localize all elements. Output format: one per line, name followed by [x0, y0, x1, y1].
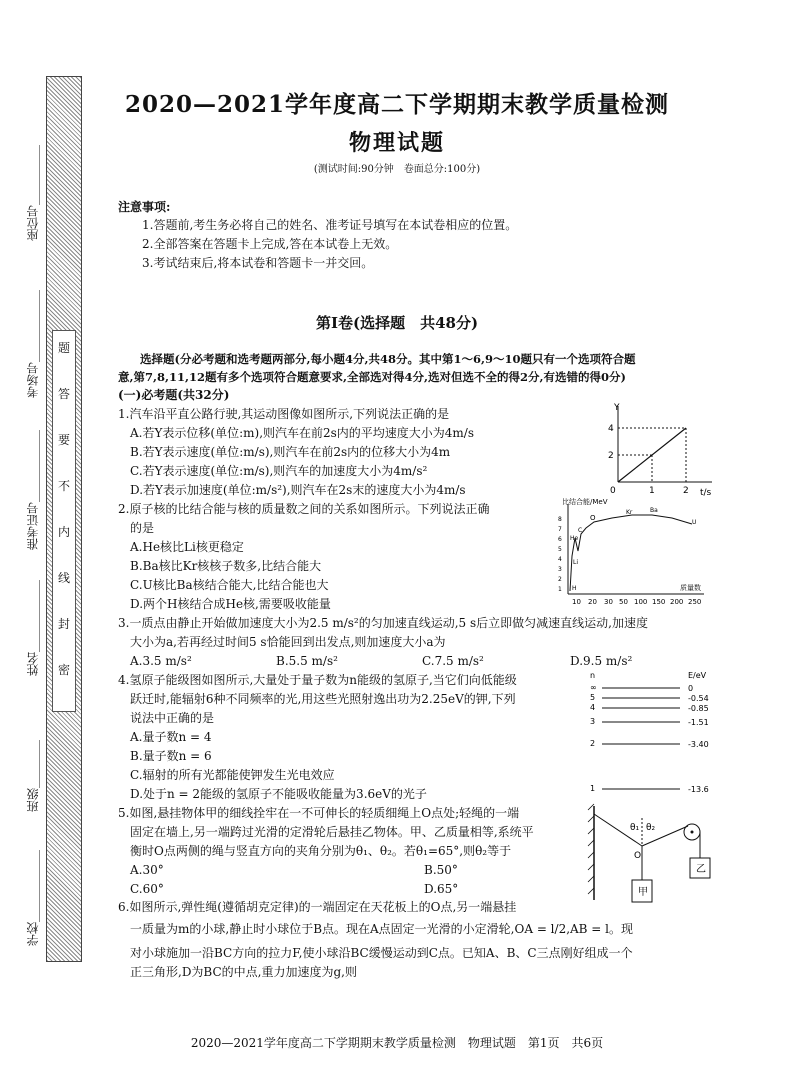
q5-stem: 5.如图,悬挂物体甲的细线拴牢在一不可伸长的轻质细绳上O点处;轻绳的一端: [118, 806, 520, 820]
seal-char: 题: [57, 341, 70, 355]
e-header: E/eV: [688, 671, 707, 680]
y-tick: 4: [558, 556, 562, 563]
exam-meta: (测试时间:90分钟 卷面总分:100分): [313, 164, 481, 175]
name-field[interactable]: 姓名____________: [26, 580, 40, 676]
level-e: 0: [688, 684, 694, 693]
y-tick: 2: [608, 451, 614, 461]
nuclide-label: Kr: [626, 509, 633, 516]
nuclide-label: Li: [573, 559, 579, 566]
q3-option-d[interactable]: D.9.5 m/s²: [570, 654, 633, 668]
room-field[interactable]: 考场号____________: [26, 290, 40, 398]
nuclide-label: U: [692, 519, 697, 526]
q2-option-d[interactable]: D.两个H核结合成He核,需要吸收能量: [130, 597, 331, 611]
y-tick: 5: [558, 546, 562, 553]
object-yi-label: 乙: [696, 864, 706, 875]
level-e: -3.40: [688, 740, 709, 749]
school-field[interactable]: 学校____________: [26, 850, 40, 946]
q3-option-b[interactable]: B.5.5 m/s²: [276, 654, 338, 668]
section-title: 第Ⅰ卷(选择题 共48分): [315, 314, 479, 332]
nuclide-label: Ba: [650, 507, 658, 514]
q1-option-c[interactable]: C.若Y表示速度(单位:m/s),则汽车的加速度大小为4m/s²: [130, 464, 428, 478]
q5-option-c[interactable]: C.60°: [130, 882, 164, 896]
q5-pulley-diagram: [584, 800, 720, 910]
q4-energy-level-diagram: [584, 666, 724, 800]
y-tick: 1: [558, 586, 562, 593]
q2-graph: [552, 496, 712, 612]
y-tick: 4: [608, 424, 614, 434]
q3-stem: 3.一质点由静止开始做加速度大小为2.5 m/s²的匀加速直线运动,5 s后立即做匀减速直线运动,加速度: [118, 616, 648, 630]
q5-option-a[interactable]: A.30°: [130, 863, 164, 877]
x-tick: 200: [670, 598, 684, 606]
nuclide-label: He: [570, 535, 579, 542]
x-tick: 20: [588, 598, 597, 606]
point-o-label: O: [634, 851, 642, 861]
q6-stem-cont: 正三角形,D为BC的中点,重力加速度为g,则: [130, 965, 357, 979]
q4-option-c[interactable]: C.辐射的所有光都能使钾发生光电效应: [130, 768, 335, 782]
seal-char: 线: [57, 571, 70, 585]
q1-option-d[interactable]: D.若Y表示加速度(单位:m/s²),则汽车在2s末的速度大小为4m/s: [130, 483, 466, 497]
x-tick: 50: [619, 598, 628, 606]
q1-graph: [600, 400, 720, 500]
q2-option-a[interactable]: A.He核比Li核更稳定: [130, 540, 244, 554]
q1-stem: 1.汽车沿平直公路行驶,其运动图像如图所示,下列说法正确的是: [118, 407, 450, 421]
y-tick: 2: [558, 576, 562, 583]
level-n: ∞: [590, 683, 597, 692]
level-n: 5: [590, 693, 596, 702]
level-n: 2: [590, 739, 596, 748]
section-intro: 意,第7,8,11,12题有多个选项符合题意要求,全部选对得4分,选对但选不全的得2分,有选错的得0分): [118, 370, 626, 384]
level-e: -13.6: [688, 785, 709, 794]
nuclide-label: O: [590, 514, 596, 522]
level-n: 3: [590, 717, 596, 726]
x-tick: 30: [604, 598, 613, 606]
subject-title: 物理试题: [348, 130, 445, 156]
q4-stem: 4.氢原子能级图如图所示,大量处于量子数为n能级的氢原子,当它们向低能级: [118, 673, 517, 687]
class-field[interactable]: 班级________: [26, 740, 40, 812]
q2-stem: 2.原子核的比结合能与核的质量数之间的关系如图所示。下列说法正确: [118, 502, 490, 516]
exam-id-field[interactable]: 准考证号____________: [26, 430, 40, 550]
q4-option-b[interactable]: B.量子数n = 6: [130, 749, 212, 763]
nuclide-label: C: [578, 527, 583, 534]
q3-option-a[interactable]: A.3.5 m/s²: [130, 654, 192, 668]
seal-char: 密: [57, 663, 70, 677]
q3-stem-cont: 大小为a,若再经过时间5 s恰能回到出发点,则加速度大小a为: [130, 635, 446, 649]
q5-option-d[interactable]: D.65°: [424, 882, 459, 896]
seal-char: 要: [57, 433, 70, 447]
y-tick: 3: [558, 566, 562, 573]
q4-option-d[interactable]: D.处于n = 2能级的氢原子不能吸收能量为3.6eV的光子: [130, 787, 427, 801]
y-tick: 7: [558, 526, 562, 533]
x-tick: 0: [610, 486, 616, 496]
q2-option-b[interactable]: B.Ba核比Kr核核子数多,比结合能大: [130, 559, 322, 573]
q6-stem-cont: 对小球施加一沿BC方向的拉力F,使小球沿BC缓慢运动到C点。已知A、B、C三点刚好组成一个: [130, 946, 633, 960]
q2-stem-cont: 的是: [130, 521, 155, 535]
seal-char: 不: [57, 479, 70, 493]
y-tick: 8: [558, 516, 562, 523]
object-jia-label: 甲: [638, 887, 648, 898]
x-tick: 250: [688, 598, 702, 606]
y-axis-label: Y: [614, 403, 620, 413]
x-tick: 100: [634, 598, 648, 606]
level-n: 1: [590, 784, 596, 793]
theta1-label: θ₁: [630, 823, 640, 833]
q6-stem-cont: 一质量为m的小球,静止时小球位于B点。现在A点固定一光滑的小定滑轮,OA = l/2,AB = l。现: [130, 922, 634, 936]
q4-option-a[interactable]: A.量子数n = 4: [130, 730, 212, 744]
notice-item: 3.考试结束后,将本试卷和答题卡一并交回。: [142, 256, 374, 270]
notice-item: 1.答题前,考生务必将自己的姓名、准考证号填写在本试卷相应的位置。: [142, 218, 518, 232]
x-tick: 10: [572, 598, 581, 606]
nuclide-label: H: [572, 585, 577, 592]
q5-stem-cont: 衡时O点两侧的绳与竖直方向的夹角分别为θ₁、θ₂。若θ₁=65°,则θ₂等于: [130, 844, 512, 858]
seal-char: 内: [57, 525, 70, 539]
level-n: 4: [590, 703, 596, 712]
q1-option-b[interactable]: B.若Y表示速度(单位:m/s),则汽车在前2s内的位移大小为4m: [130, 445, 451, 459]
x-tick: 2: [683, 486, 689, 496]
level-e: -0.85: [688, 704, 709, 713]
q4-stem-cont: 说法中正确的是: [130, 711, 215, 725]
page-footer: 2020—2021学年度高二下学期期末教学质量检测 物理试题 第1页 共6页: [190, 1036, 604, 1050]
q3-option-c[interactable]: C.7.5 m/s²: [422, 654, 484, 668]
y-tick: 6: [558, 536, 562, 543]
q6-stem: 6.如图所示,弹性绳(遵循胡克定律)的一端固定在天花板上的O点,另一端悬挂: [118, 900, 517, 914]
theta2-label: θ₂: [646, 823, 656, 833]
notice-heading: 注意事项:: [118, 200, 171, 214]
q1-option-a[interactable]: A.若Y表示位移(单位:m),则汽车在前2s内的平均速度大小为4m/s: [130, 426, 475, 440]
x-axis-label: t/s: [700, 488, 712, 498]
section-intro: 选择题(分必考题和选考题两部分,每小题4分,共48分。其中第1～6,9～10题只有一个选项符合题: [140, 352, 636, 366]
x-tick: 1: [649, 486, 655, 496]
x-tick: 150: [652, 598, 666, 606]
n-header: n: [590, 671, 596, 680]
q5-option-b[interactable]: B.50°: [424, 863, 458, 877]
level-e: -0.54: [688, 694, 709, 703]
seat-field[interactable]: 座位号__________: [26, 145, 40, 241]
level-e: -1.51: [688, 718, 709, 727]
x-axis-label: 质量数: [680, 584, 701, 592]
section-sub: (一)必考题(共32分): [118, 388, 230, 402]
seal-char: 答: [57, 387, 70, 401]
seal-box: [52, 330, 76, 712]
exam-title: 2020—2021学年度高二下学期期末教学质量检测: [124, 91, 670, 118]
q4-stem-cont: 跃迁时,能辐射6种不同频率的光,用这些光照射逸出功为2.25eV的钾,下列: [130, 692, 516, 706]
q2-option-c[interactable]: C.U核比Ba核结合能大,比结合能也大: [130, 578, 329, 592]
y-axis-label: 比结合能/MeV: [562, 498, 608, 506]
notice-item: 2.全部答案在答题卡上完成,答在本试卷上无效。: [142, 237, 398, 251]
q5-stem-cont: 固定在墙上,另一端跨过光滑的定滑轮后悬挂乙物体。甲、乙质量相等,系统平: [130, 825, 534, 839]
seal-char: 封: [57, 617, 70, 631]
